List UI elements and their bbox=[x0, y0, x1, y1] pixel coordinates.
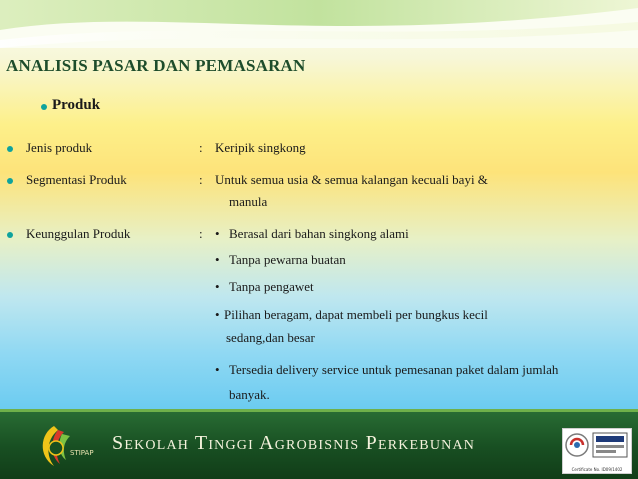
row-colon: : bbox=[199, 140, 203, 155]
advantage-item: Tanpa pewarna buatan bbox=[229, 252, 346, 267]
advantage-bullet: • bbox=[215, 252, 220, 267]
row-label-keunggulan-produk: Keunggulan Produk bbox=[26, 226, 131, 241]
section-heading: Produk bbox=[52, 97, 101, 113]
certification-badge bbox=[562, 428, 632, 474]
slide-title: ANALISIS PASAR DAN PEMASARAN bbox=[6, 56, 306, 75]
row-value-segmentasi-cont: manula bbox=[229, 194, 268, 209]
institution-logo bbox=[32, 418, 94, 474]
section-bullet bbox=[41, 104, 47, 110]
row-colon: : bbox=[199, 172, 203, 187]
row-label-jenis-produk: Jenis produk bbox=[26, 140, 93, 155]
advantage-bullet: • bbox=[215, 279, 220, 294]
row-label-segmentasi-produk: Segmentasi Produk bbox=[26, 172, 127, 187]
certification-logos-icon bbox=[563, 429, 631, 465]
row-value-jenis-produk: Keripik singkong bbox=[215, 140, 306, 155]
row-bullet bbox=[7, 232, 13, 238]
row-value-segmentasi-produk: Untuk semua usia & semua kalangan kecuali bayi & bbox=[215, 172, 488, 187]
institution-name: Sekolah Tinggi Agrobisnis Perkebunan bbox=[112, 432, 476, 454]
row-colon: : bbox=[199, 226, 203, 241]
advantage-item-cont: sedang,dan besar bbox=[226, 330, 315, 345]
advantage-item: Tersedia delivery service untuk pemesanan paket dalam jumlah bbox=[229, 362, 559, 377]
advantage-item-cont: banyak. bbox=[229, 387, 270, 402]
advantage-item: Berasal dari bahan singkong alami bbox=[229, 226, 409, 241]
logo-text: STIPAP bbox=[70, 449, 94, 457]
footer-stripe bbox=[0, 409, 638, 412]
row-bullet bbox=[7, 178, 13, 184]
advantage-bullet: • bbox=[215, 226, 220, 241]
advantage-item: Tanpa pengawet bbox=[229, 279, 314, 294]
advantage-bullet: • bbox=[215, 307, 220, 322]
advantage-bullet: • bbox=[215, 362, 220, 377]
row-bullet bbox=[7, 146, 13, 152]
cert-caption: Certificate No. ID09/1402 bbox=[571, 467, 623, 472]
top-decorative-swoosh bbox=[0, 0, 638, 48]
advantage-item: Pilihan beragam, dapat membeli per bungkus kecil bbox=[224, 307, 488, 322]
